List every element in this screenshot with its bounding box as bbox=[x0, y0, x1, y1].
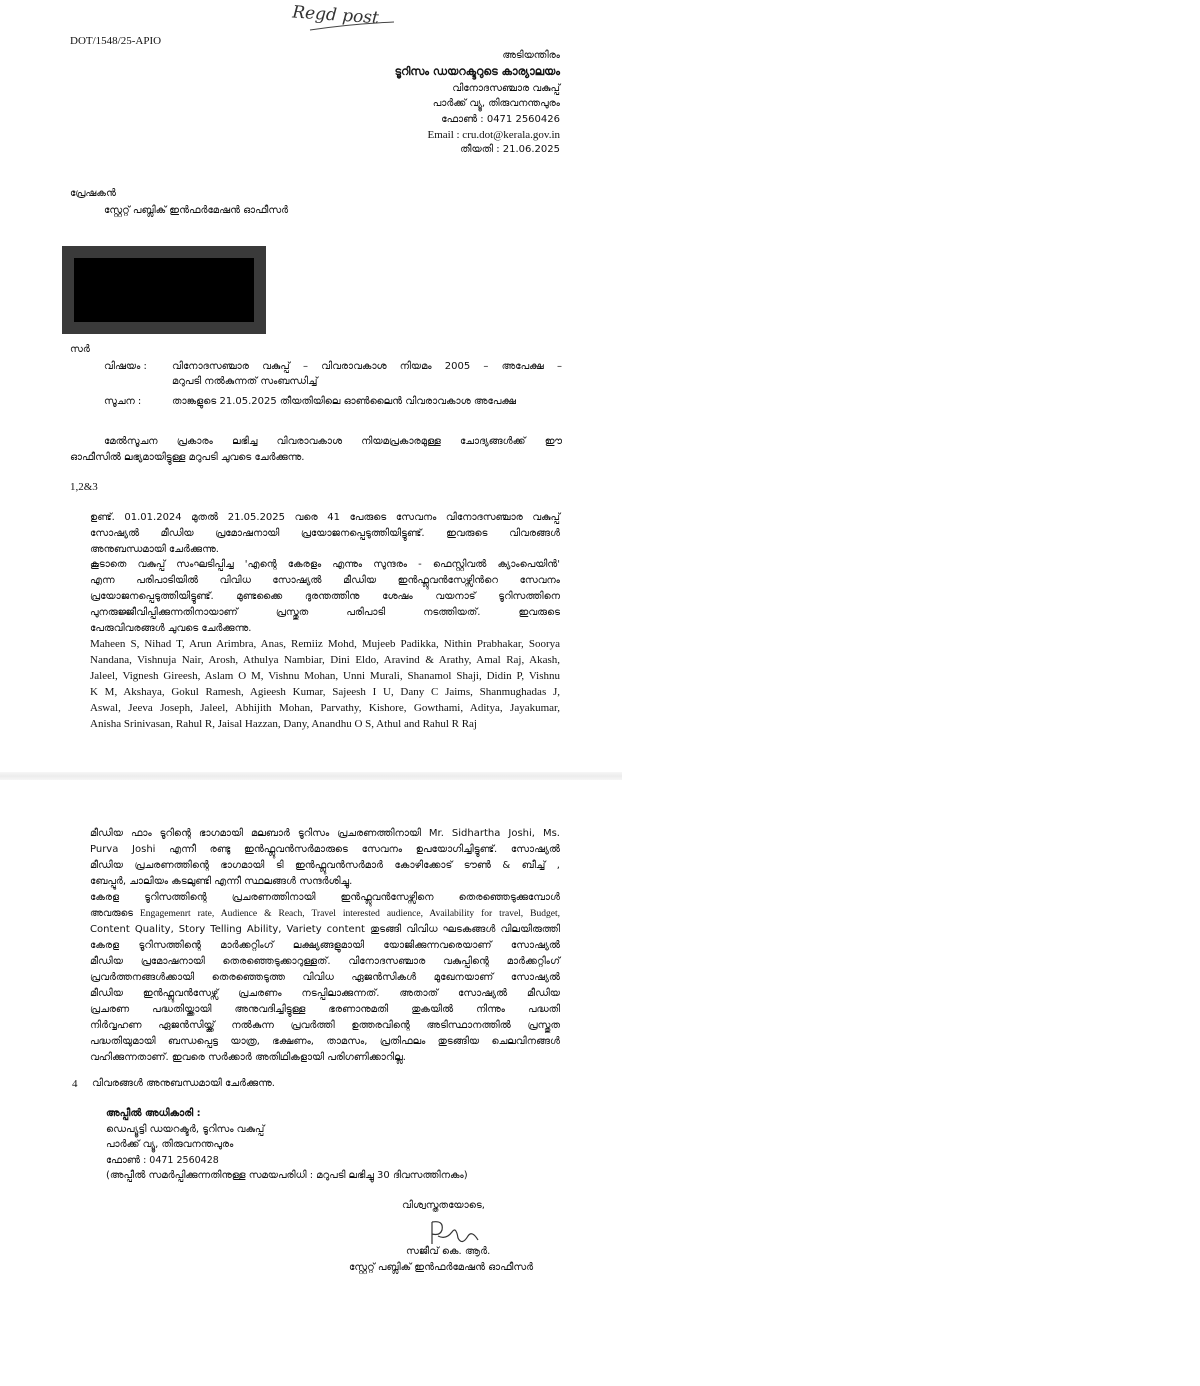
names-line: Nandana, Vishnuja Nair, Arosh, Athulya Nambiar, Dini Eldo, Aravind & Arathy, Amal Raj, Akash, bbox=[90, 654, 560, 666]
answer-p1-line: അനുബന്ധമായി ചേർക്കുന്നു. bbox=[90, 544, 219, 555]
intro-line1: മേൽസൂചന പ്രകാരം ലഭിച്ച വിവരാവകാശ നിയമപ്രകാരമുള്ള ചോദ്യങ്ങൾക്ക് ഈ bbox=[104, 436, 562, 447]
names-line: K M, Akshaya, Gokul Ramesh, Agieesh Kumar, Sajeesh I U, Dany C Jaims, Shanmughadas J, bbox=[90, 686, 560, 698]
page2-p2-line: പ്രചരണ പദ്ധതിയ്ക്കായി അനുവദിച്ചിട്ടുള്ള ഭരണാനുമതി തുകയിൽ നിന്നും പദ്ധതി bbox=[90, 1004, 560, 1015]
page2-paragraph-2 bbox=[90, 890, 560, 1066]
page2-p2-line: Content Quality, Story Telling Ability, Variety content തുടങ്ങി വിവിധ ഘടകങ്ങൾ വിലയിരുത്തി bbox=[90, 924, 560, 935]
salutation: സർ bbox=[70, 344, 90, 355]
header-date: തീയതി : 21.06.2025 bbox=[460, 144, 560, 155]
handwritten-note-drawing bbox=[290, 0, 410, 34]
page2-p2-line: മീഡിയ ഇൻഫ്ലുവൻസേഴ്സ് പ്രചരണം നടപ്പിലാക്കുന്നത്. അതാത് സോഷ്യൽ മീഡിയ bbox=[90, 988, 560, 999]
subject-line1: വിനോദസഞ്ചാര വകുപ്പ് – വിവരാവകാശ നിയമം 2005 – അപേക്ഷ – bbox=[172, 361, 562, 372]
sender-label: പ്രേഷകൻ bbox=[70, 188, 116, 199]
header-email: Email : cru.dot@kerala.gov.in bbox=[427, 129, 560, 141]
page2-p2-line: മീഡിയ പ്രമോഷനായി തെരഞ്ഞെടുക്കാറുള്ളത്. വിനോദസഞ്ചാര വകുപ്പിന്റെ മാർക്കറ്റിംഗ് bbox=[90, 956, 560, 967]
svg-text:Regd post: Regd post bbox=[291, 2, 380, 29]
appeal-heading: അപ്പീൽ അധികാരി : bbox=[106, 1108, 201, 1119]
header-address: പാർക്ക് വ്യൂ, തിരുവനന്തപുരം bbox=[432, 98, 560, 109]
subject-label: വിഷയം : bbox=[104, 361, 147, 372]
file-number: DOT/1548/25-APIO bbox=[70, 35, 162, 47]
page2-paragraph-1 bbox=[90, 826, 560, 890]
names-line: Maheen S, Nihad T, Arun Arimbra, Anas, Remiiz Mohd, Mujeeb Padikka, Nithin Prabhakar, Soorya bbox=[90, 638, 560, 650]
names-line: Jaleel, Vignesh Gireesh, Aslam O M, Vishnu Mohan, Unni Murali, Shanamol Shaji, Didin P, Vishnu bbox=[90, 670, 560, 682]
page2-p2-line: പദ്ധതിയുമായി ബന്ധപ്പെട്ട യാത്ര, ഭക്ഷണം, താമസം, പ്രതിഫലം തുടങ്ങിയ ചെലവിനങ്ങൾ bbox=[90, 1036, 560, 1047]
redacted-recipient-box bbox=[74, 258, 254, 322]
answer-p1-line: സോഷ്യൽ മീഡിയ പ്രമോഷനായി പ്രയോജനപ്പെടുത്തിയിട്ടുണ്ട്. ഇവരുടെ വിവരങ്ങൾ bbox=[90, 528, 560, 539]
names-line: Aswal, Jeeva Joseph, Jaleel, Abhijith Mohan, Parvathy, Kishore, Gowthami, Aditya, Jayakumar, bbox=[90, 702, 560, 714]
item4-text: വിവരങ്ങൾ അനുബന്ധമായി ചേർക്കുന്നു. bbox=[92, 1078, 275, 1089]
page2-p2-line: നിർവ്വഹണ ഏജൻസിയ്ക്ക് നൽകുന്ന പ്രവർത്തി ഉത്തരവിന്റെ അടിസ്ഥാനത്തിൽ പ്രസ്തുത bbox=[90, 1020, 560, 1031]
page2-p1-line: ബേപ്പൂർ, ചാലിയം കടലുണ്ടി എന്നീ സ്ഥലങ്ങൾ സന്ദർശിച്ചു. bbox=[90, 876, 353, 887]
intro-line2: ഓഫീസിൽ ലഭ്യമായിട്ടുള്ള മറുപടി ചുവടെ ചേർക്കുന്നു. bbox=[70, 452, 305, 463]
reference-label: സൂചന : bbox=[104, 396, 142, 407]
answer-p2-line: കൂടാതെ വകുപ്പ് സംഘടിപ്പിച്ച 'എന്റെ കേരളം എന്നും സുന്ദരം - ഫെസ്റ്റിവൽ ക്യാംപെയിൻ' bbox=[90, 559, 560, 570]
appeal-phone: ഫോൺ : 0471 2560428 bbox=[106, 1155, 219, 1166]
sender-name: സ്റ്റേറ്റ് പബ്ലിക് ഇൻഫർമേഷൻ ഓഫീസർ bbox=[104, 205, 289, 216]
appeal-deadline: (അപ്പീൽ സമർപ്പിക്കുന്നതിനുള്ള സമയപരിധി : മറുപടി ലഭിച്ചു 30 ദിവസത്തിനകം) bbox=[106, 1170, 468, 1181]
header-urgency: അടിയന്തിരം bbox=[502, 50, 560, 61]
answer-paragraph-2 bbox=[90, 557, 560, 637]
names-line: Anisha Srinivasan, Rahul R, Jaisal Hazzan, Dany, Anandhu O S, Athul and Rahul R Raj bbox=[90, 718, 477, 730]
answer-p2-line: പേരുവിവരങ്ങൾ ചുവടെ ചേർക്കുന്നു. bbox=[90, 623, 252, 634]
page2-p2-line: പ്രവർത്തനങ്ങൾക്കായി തെരഞ്ഞെടുത്ത വിവിധ ഏജൻസികൾ മുഖേനയാണ് സോഷ്യൽ bbox=[90, 972, 560, 983]
item4-number: 4 bbox=[72, 1078, 78, 1090]
answer-p2-line: പ്രയോജനപ്പെടുത്തിയിട്ടുണ്ട്. മുണ്ടക്കൈ ദുരന്തത്തിനു ശേഷം വയനാട് ടൂറിസത്തിനെ bbox=[90, 591, 560, 602]
header-department: വിനോദസഞ്ചാര വകുപ്പ് bbox=[452, 83, 560, 94]
signatory-name: സജീവ് കെ. ആർ. bbox=[406, 1246, 491, 1257]
signatory-designation: സ്റ്റേറ്റ് പബ്ലിക് ഇൻഫർമേഷൻ ഓഫീസർ bbox=[349, 1262, 534, 1273]
header-phone: ഫോൺ : 0471 2560426 bbox=[441, 114, 560, 125]
question-ref: 1,2&3 bbox=[70, 481, 98, 493]
reference-text: താങ്കളുടെ 21.05.2025 തീയതിയിലെ ഓൺലൈൻ വിവരാവകാശ അപേക്ഷ bbox=[172, 396, 516, 407]
page2-p2-line: അവരുടെ Engagemenrt rate, Audience & Reach, Travel interested audience, Availability for travel, Budget, bbox=[90, 909, 560, 919]
page2-p1-line: മീഡിയ പ്രചരണത്തിന്റെ ഭാഗമായി ടി ഇൻഫ്ലുവൻസർമാർ കോഴിക്കോട് ടൗൺ & ബീച്ച് , bbox=[90, 860, 560, 871]
appeal-address: പാർക്ക് വ്യൂ, തിരുവനന്തപുരം bbox=[106, 1139, 234, 1150]
answer-p2-line: പുനരുജ്ജീവിപ്പിക്കുന്നതിനായാണ് പ്രസ്തുത പരിപാടി നടത്തിയത്. ഇവരുടെ bbox=[90, 607, 560, 618]
page-break-divider bbox=[0, 772, 622, 780]
subject-line2: മറുപടി നൽകുന്നത് സംബന്ധിച്ച് bbox=[172, 376, 318, 387]
header-office: ടൂറിസം ഡയറക്ടറുടെ കാര്യാലയം bbox=[394, 65, 560, 78]
yours-faithfully: വിശ്വസ്തതയോടെ, bbox=[402, 1200, 485, 1211]
page2-p2-line: കേരള ടൂറിസത്തിന്റെ മാർക്കറ്റിംഗ് ലക്ഷ്യങ്ങളുമായി യോജിക്കുന്നവരെയാണ് സോഷ്യൽ bbox=[90, 940, 560, 951]
influencer-names bbox=[90, 636, 560, 732]
page2-p2-line: വഹിക്കുന്നതാണ്. ഇവരെ സർക്കാർ അതിഥികളായി പരിഗണിക്കാറില്ല. bbox=[90, 1052, 406, 1063]
page2-p2-line: കേരള ടൂറിസത്തിന്റെ പ്രചരണത്തിനായി ഇൻഫ്ലുവൻസേഴ്സിനെ തെരഞ്ഞെടുക്കുമ്പോൾ bbox=[90, 892, 560, 903]
answer-paragraph-1 bbox=[90, 510, 560, 558]
page2-p1-line: മീഡിയ ഫാം ടൂറിന്റെ ഭാഗമായി മലബാർ ടൂറിസം പ്രചരണത്തിനായി Mr. Sidhartha Joshi, Ms. bbox=[90, 828, 560, 839]
answer-p2-line: എന്ന പരിപാടിയിൽ വിവിധ സോഷ്യൽ മീഡിയ ഇൻഫ്ലുവൻസേഴ്സിൻറെ സേവനം bbox=[90, 575, 560, 586]
appeal-officer: ഡെപ്യൂട്ടി ഡയറക്ടർ, ടൂറിസം വകുപ്പ് bbox=[106, 1124, 265, 1135]
handwritten-note bbox=[290, 0, 410, 34]
page2-p1-line: Purva Joshi എന്നീ രണ്ടു ഇൻഫ്ലുവൻസർമാരുടെ സേവനം ഉപയോഗിച്ചിട്ടുണ്ട്. സോഷ്യൽ bbox=[90, 844, 560, 855]
answer-p1-line: ഉണ്ട്. 01.01.2024 മുതൽ 21.05.2025 വരെ 41 പേരുടെ സേവനം വിനോദസഞ്ചാര വകുപ്പ് bbox=[90, 512, 560, 523]
